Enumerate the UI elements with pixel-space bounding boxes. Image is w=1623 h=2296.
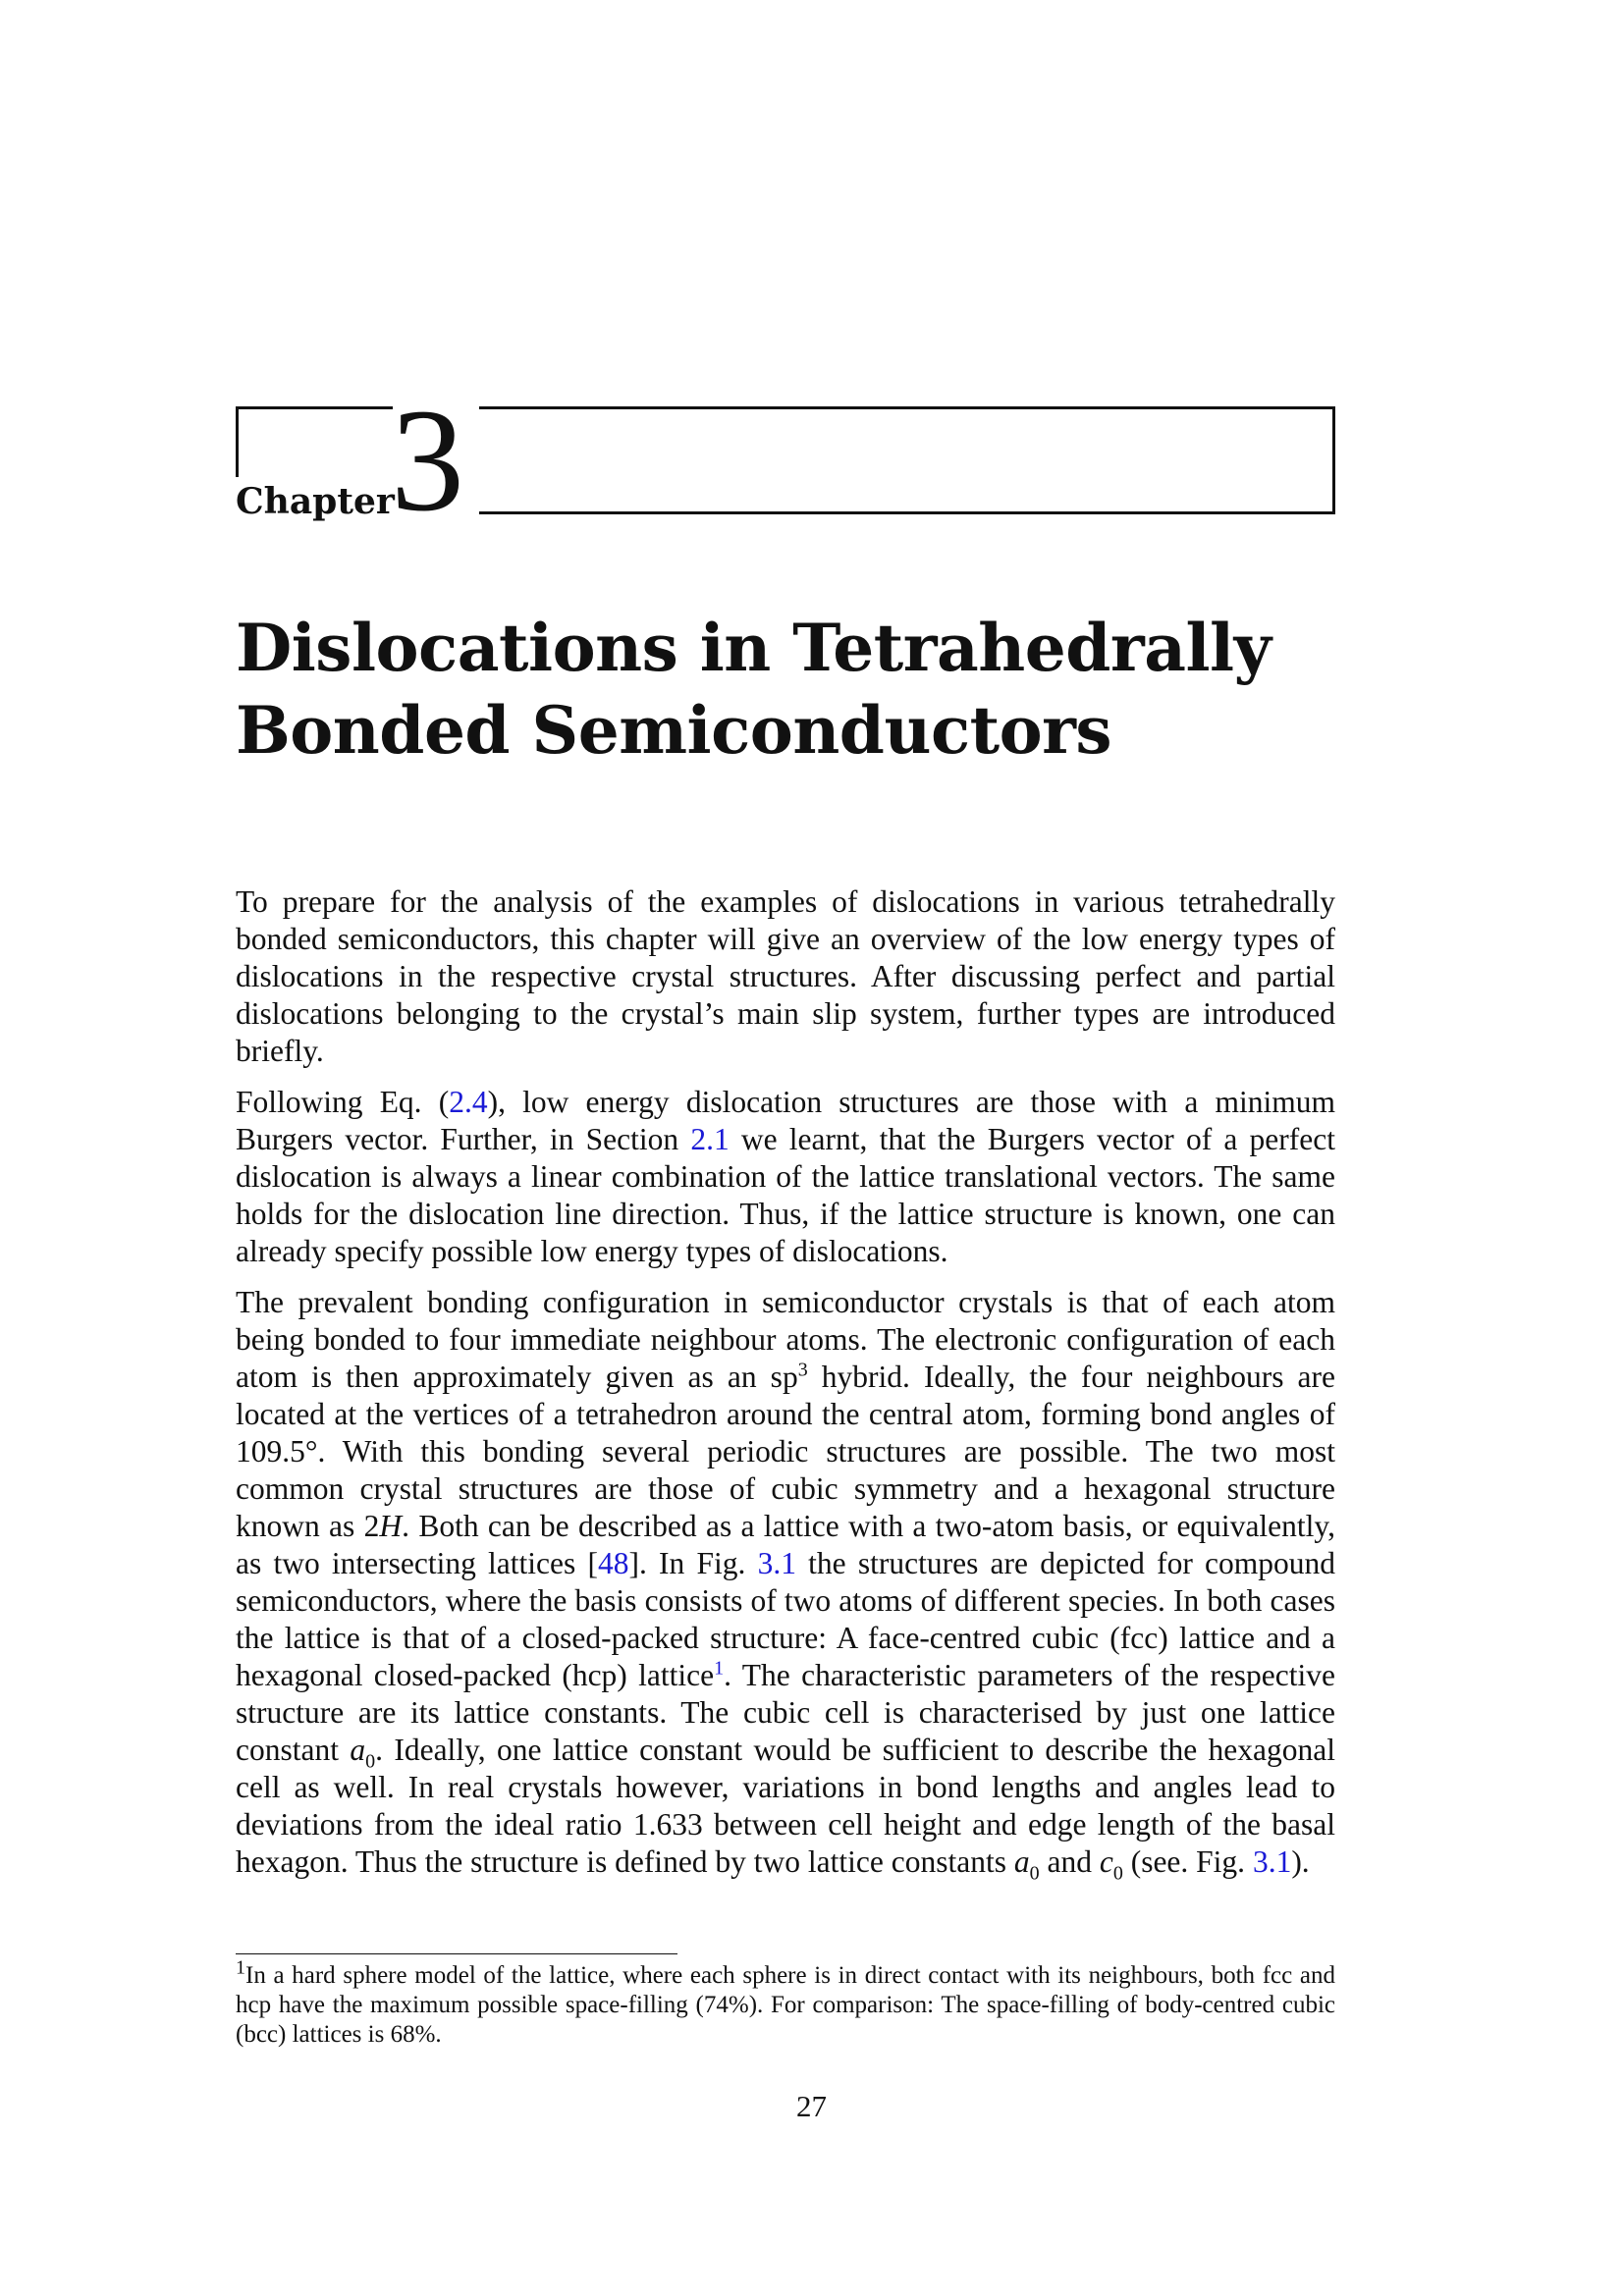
footnote-text: In a hard sphere model of the lattice, where each sphere is in direct contact with its neighbours, both fcc and hcp have the maximum possible space-filling (74%). For comparison: The space-filling of body-centred cubic (bcc) lattices is 68%. [236, 1962, 1335, 2048]
subscript: 0 [1029, 1862, 1040, 1885]
frame-line [479, 511, 1335, 514]
text-run: hybrid. Ideally, the four neighbours are located at the vertices of a tetrahedron around the central atom, forming bond angles of 109.5°. With this bonding several periodic structures are possible. The two most common crystal structures are those of cubic symmetry and a hexagonal structure known as 2 [236, 1360, 1335, 1543]
math-symbol: H [379, 1509, 403, 1543]
text-run: ]. In Fig. [628, 1546, 758, 1580]
footnote-mark: 1 [236, 1956, 245, 1979]
frame-line [479, 406, 1335, 409]
section-link[interactable]: 2.1 [690, 1122, 730, 1156]
text-run: ), low energy dislocation structures are those with a minimum Burgers vector. Further, in Section [236, 1085, 1335, 1156]
footnote-rule [236, 1953, 677, 1954]
equation-link[interactable]: 2.4 [449, 1085, 488, 1119]
footnote-link[interactable]: 1 [714, 1657, 725, 1680]
chapter-title-line: Bonded Semiconductors [236, 692, 1112, 769]
superscript: 3 [797, 1359, 808, 1381]
text-run: (see. Fig. [1122, 1844, 1253, 1879]
math-symbol: a [350, 1733, 366, 1767]
text-run: and [1039, 1844, 1100, 1879]
body-text [236, 883, 1335, 1895]
chapter-label: Chapter [236, 481, 395, 522]
paragraph [236, 1284, 1336, 1885]
chapter-number: 3 [391, 379, 464, 542]
frame-line [1332, 406, 1335, 514]
figure-link[interactable]: 3.1 [757, 1546, 796, 1580]
citation-link[interactable]: 48 [597, 1546, 629, 1580]
frame-line [236, 406, 239, 477]
text-run: the structures are depicted for compound semiconductors, where the basis consists of two atoms of different species. In both cases the lattice is that of a closed-packed structure: A face-centred cubic (fcc) lattice and a hexagonal closed-packed (hcp) lattice [236, 1546, 1336, 1692]
footnote [236, 1956, 1335, 2050]
text-run: Following Eq. ( [236, 1085, 450, 1119]
math-symbol: c [1099, 1844, 1113, 1879]
paragraph: To prepare for the analysis of the examples of dislocations in various tetrahedrally bonded semiconductors, this chapter will give an overview of the low energy types of dislocations in the respective crystal structures. After discussing perfect and partial dislocations belonging to the crystal’s main slip system, further types are introduced briefly. [236, 884, 1335, 1068]
text-run: . Ideally, one lattice constant would be sufficient to describe the hexagonal cell as well. In real crystals however, variations in bond lengths and angles lead to deviations from the ideal ratio 1.633 between cell height and edge length of the basal hexagon. Thus the structure is defined by two lattice constants [236, 1733, 1335, 1879]
subscript: 0 [1112, 1862, 1123, 1885]
paragraph [236, 1084, 1335, 1270]
text-run: . The characteristic parameters of the respective structure are its lattice constants. The cubic cell is characterised by just one lattice constant [236, 1658, 1336, 1767]
text-run: ). [1291, 1844, 1310, 1879]
chapter-title [236, 607, 1414, 772]
math-symbol: a [1013, 1844, 1030, 1879]
figure-link[interactable]: 3.1 [1252, 1844, 1292, 1879]
chapter-title-line: Dislocations in Tetrahedrally [236, 610, 1271, 686]
subscript: 0 [365, 1750, 376, 1773]
text-run: The prevalent bonding configuration in semiconductor crystals is that of each atom being bonded to four immediate neighbour atoms. The electronic configuration of each atom is then approximately given as an sp [236, 1285, 1335, 1394]
text-run: . Both can be described as a lattice with a two-atom basis, or equivalently, as two intersecting lattices [ [236, 1509, 1335, 1580]
frame-line [236, 406, 393, 409]
text-run: we learnt, that the Burgers vector of a perfect dislocation is always a linear combination of the lattice translational vectors. The same holds for the dislocation line direction. Thus, if the lattice structure is known, one can already specify possible low energy types of dislocations. [236, 1122, 1335, 1268]
page-number: 27 [796, 2089, 827, 2123]
